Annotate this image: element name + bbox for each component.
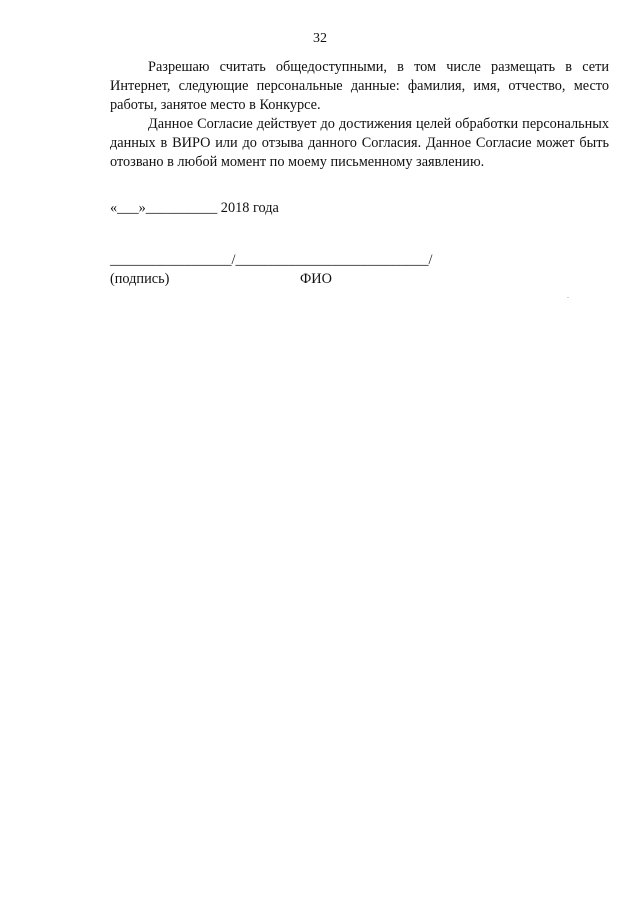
full-name-caption: ФИО bbox=[300, 271, 332, 287]
signature-caption: (подпись) bbox=[110, 271, 170, 287]
paragraph-publicity-consent: Разрешаю считать общедоступными, в том числе размещать в сети Интернет, следующие персональные данные: фамилия, имя, отчество, место работы, занятое место в Конкурсе. bbox=[110, 59, 609, 113]
document-body bbox=[110, 58, 609, 172]
date-line: «___»__________ 2018 года bbox=[110, 200, 279, 216]
signature-captions bbox=[110, 270, 510, 289]
signature-line: _________________/___________________________/ bbox=[110, 252, 433, 268]
page-number: 32 bbox=[313, 31, 327, 46]
scan-speck bbox=[567, 297, 569, 298]
paragraph-consent-validity: Данное Согласие действует до достижения целей обработки персональных данных в ВИРО или до отзыва данного Согласия. Данное Согласие может быть отозвано в любой момент по моему письменному заявлению. bbox=[110, 116, 609, 170]
